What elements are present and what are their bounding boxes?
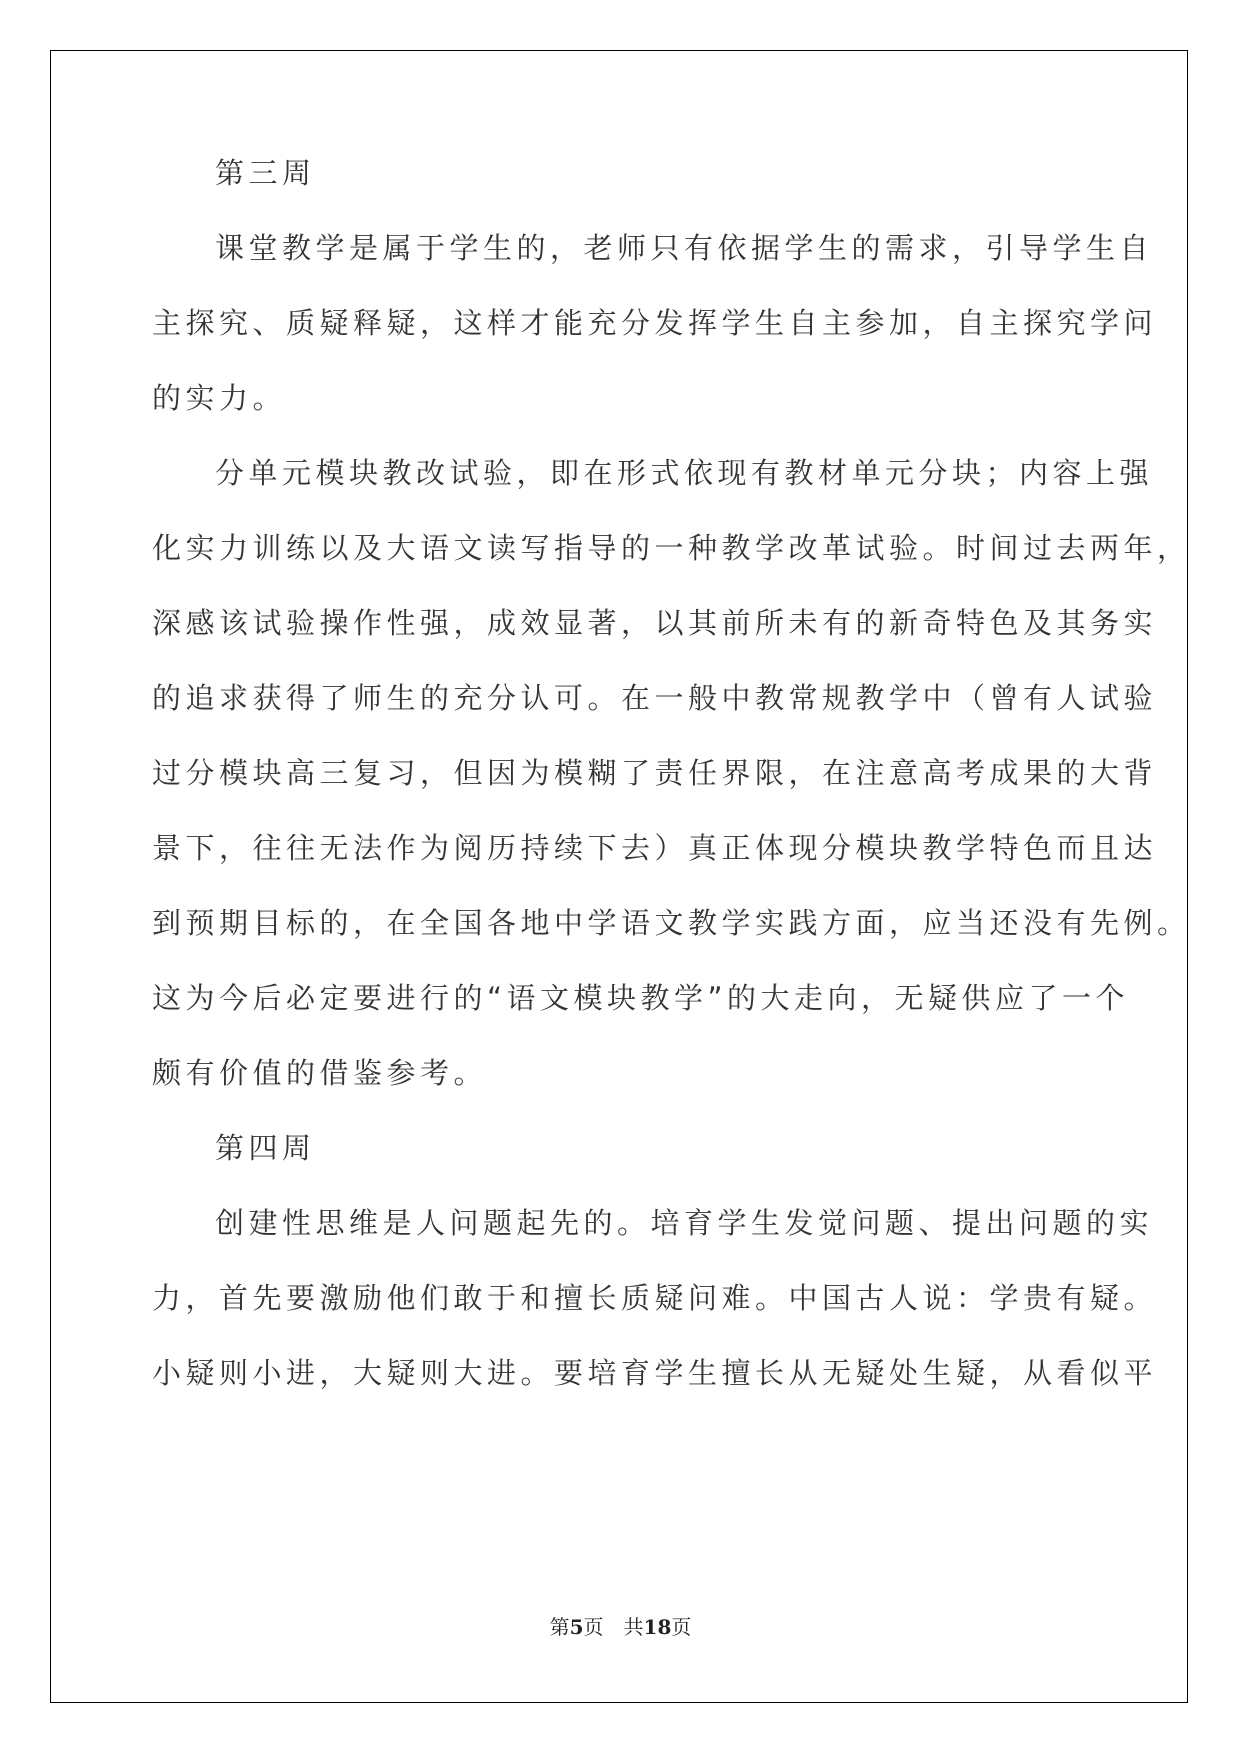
heading-week-4: 第四周	[215, 1131, 316, 1165]
total-pages: 18	[643, 1615, 672, 1639]
page-number: 5	[569, 1615, 584, 1639]
text-line: 化实力训练以及大语文读写指导的一种教学改革试验。时间过去两年，	[152, 531, 1191, 565]
text-line: 力，首先要激励他们敢于和擅长质疑问难。中国古人说：学贵有疑。	[152, 1281, 1158, 1315]
text-line: 景下，往往无法作为阅历持续下去）真正体现分模块教学特色而且达	[152, 831, 1158, 865]
text-line: 主探究、质疑释疑，这样才能充分发挥学生自主参加，自主探究学问	[152, 306, 1158, 340]
text-line: 到预期目标的，在全国各地中学语文教学实践方面，应当还没有先例。	[152, 906, 1191, 940]
text-line: 过分模块高三复习，但因为模糊了责任界限，在注意高考成果的大背	[152, 756, 1158, 790]
page-border	[50, 50, 1188, 1703]
text-line: 这为今后必定要进行的“语文模块教学”的大走向，无疑供应了一个	[152, 981, 1130, 1015]
text-line: 创建性思维是人问题起先的。培育学生发觉问题、提出问题的实	[215, 1206, 1154, 1240]
footer-page-unit: 页	[583, 1615, 604, 1639]
heading-week-3: 第三周	[215, 156, 316, 190]
text-line: 的追求获得了师生的充分认可。在一般中教常规教学中（曾有人试验	[152, 681, 1158, 715]
page-footer	[0, 1613, 1241, 1641]
text-line: 颇有价值的借鉴参考。	[152, 1056, 488, 1090]
footer-total-prefix: 共	[623, 1615, 644, 1639]
text-line: 的实力。	[152, 381, 287, 415]
text-line: 小疑则小进，大疑则大进。要培育学生擅长从无疑处生疑，从看似平	[152, 1356, 1158, 1390]
footer-total-unit: 页	[671, 1615, 692, 1639]
footer-prefix: 第	[549, 1615, 570, 1639]
text-line: 课堂教学是属于学生的，老师只有依据学生的需求，引导学生自	[215, 231, 1154, 265]
text-line: 分单元模块教改试验，即在形式依现有教材单元分块；内容上强	[215, 456, 1154, 490]
text-line: 深感该试验操作性强，成效显著，以其前所未有的新奇特色及其务实	[152, 606, 1158, 640]
